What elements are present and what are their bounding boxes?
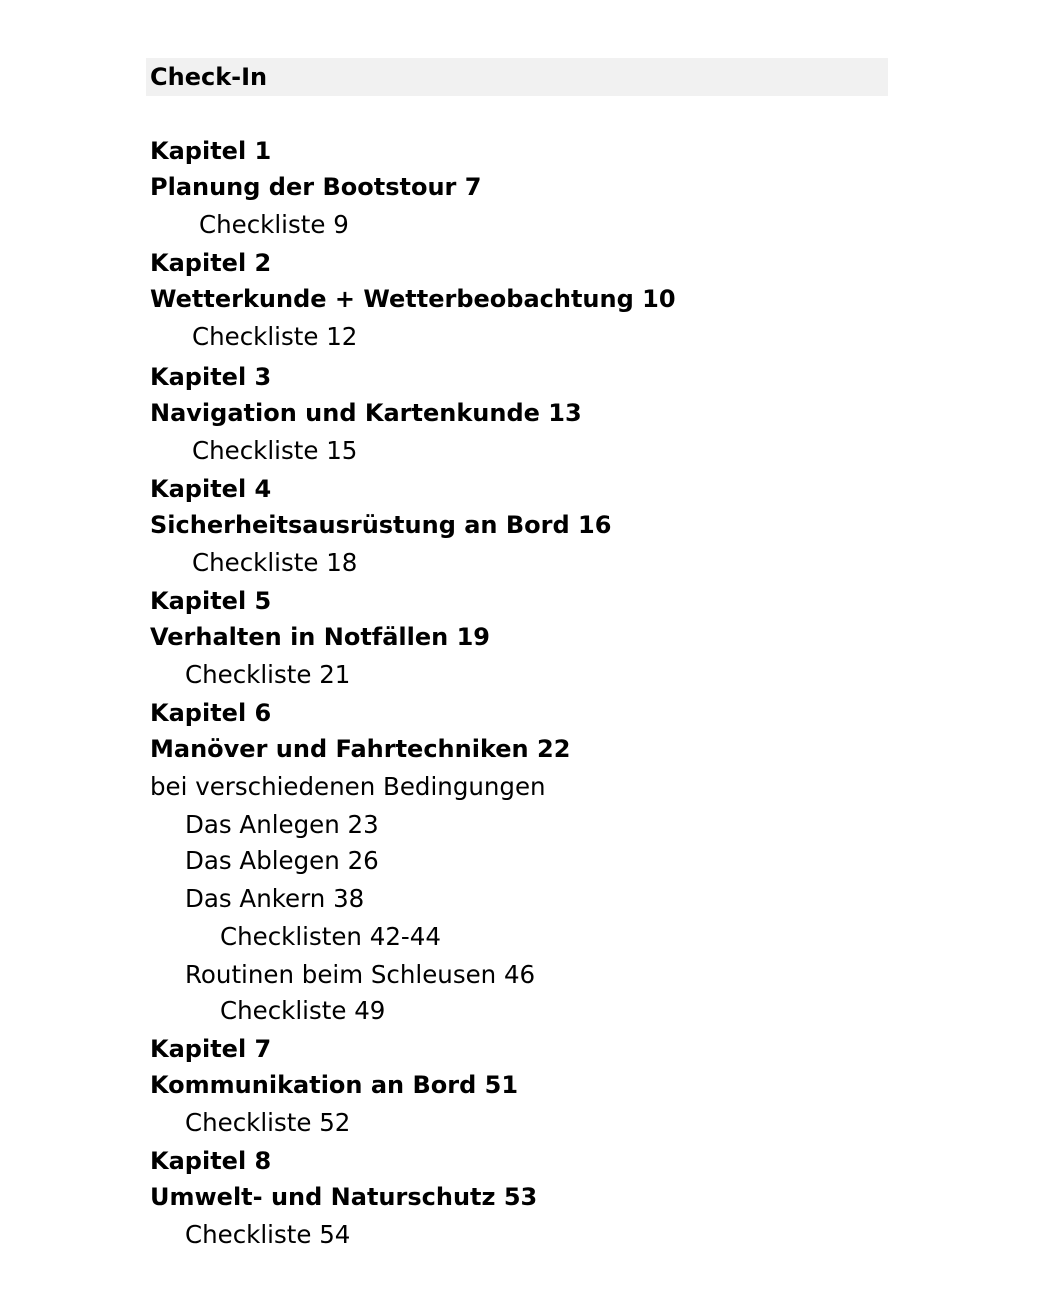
checklist-entry: Checkliste 15	[192, 436, 358, 465]
chapter-label: Kapitel 7	[150, 1035, 272, 1063]
section-entry: Das Ablegen 26	[185, 846, 379, 875]
checklist-entry: Checkliste 49	[220, 996, 386, 1025]
checklist-entry: Checkliste 52	[185, 1108, 351, 1137]
section-entry: Routinen beim Schleusen 46	[185, 960, 536, 989]
checklist-entry: Checkliste 54	[185, 1220, 351, 1249]
checklist-entry: Checkliste 12	[192, 322, 358, 351]
chapter-label: Kapitel 5	[150, 587, 272, 615]
chapter-title: Manöver und Fahrtechniken 22	[150, 735, 571, 763]
chapter-title: Planung der Bootstour 7	[150, 173, 482, 201]
checklist-entry: Checkliste 9	[199, 210, 349, 239]
checklist-entry: Checkliste 18	[192, 548, 358, 577]
chapter-title: Wetterkunde + Wetterbeobachtung 10	[150, 285, 676, 313]
chapter-title: Verhalten in Notfällen 19	[150, 623, 490, 651]
chapter-label: Kapitel 8	[150, 1147, 272, 1175]
chapter-label: Kapitel 1	[150, 137, 272, 165]
checklist-entry: Checkliste 21	[185, 660, 351, 689]
section-entry: Das Ankern 38	[185, 884, 365, 913]
chapter-title: Umwelt- und Naturschutz 53	[150, 1183, 538, 1211]
section-header	[146, 58, 888, 96]
chapter-title: Kommunikation an Bord 51	[150, 1071, 519, 1099]
chapter-title: Sicherheitsausrüstung an Bord 16	[150, 511, 612, 539]
checklist-entry: Checklisten 42-44	[220, 922, 441, 951]
chapter-label: Kapitel 3	[150, 363, 272, 391]
chapter-label: Kapitel 4	[150, 475, 272, 503]
chapter-title: Navigation und Kartenkunde 13	[150, 399, 582, 427]
chapter-label: Kapitel 2	[150, 249, 272, 277]
chapter-subtitle: bei verschiedenen Bedingungen	[150, 772, 546, 801]
section-entry: Das Anlegen 23	[185, 810, 379, 839]
section-title: Check-In	[150, 63, 268, 91]
chapter-label: Kapitel 6	[150, 699, 272, 727]
